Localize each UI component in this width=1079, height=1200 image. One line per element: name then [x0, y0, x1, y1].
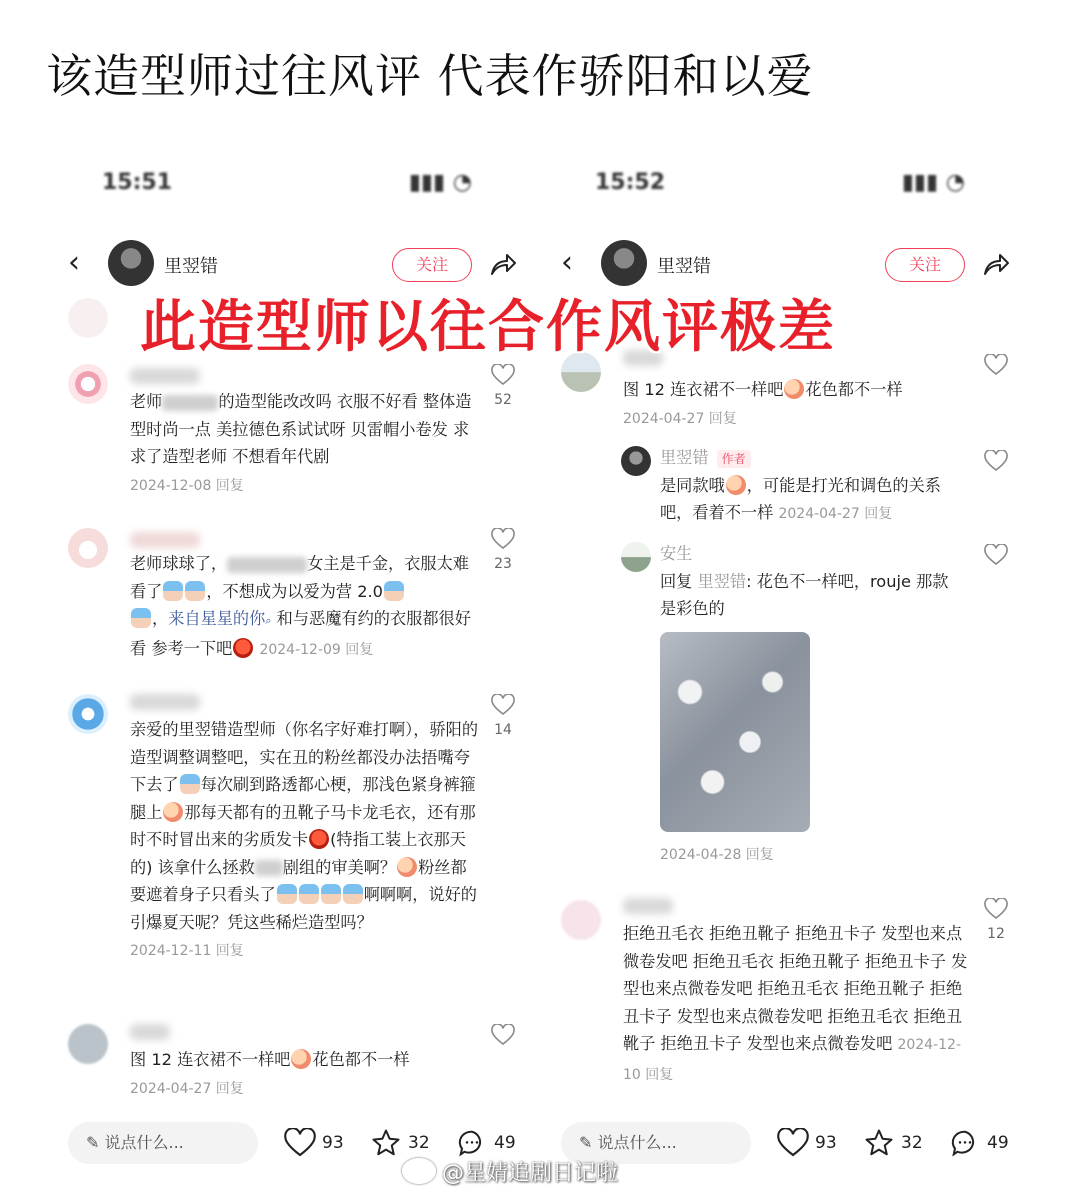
comment-meta[interactable]: 2024-12-09 回复	[259, 641, 374, 658]
comment-meta[interactable]: 2024-04-28 回复	[660, 847, 774, 863]
comment-text: 老师 的造型能改改吗 衣服不好看 整体造型时尚一点 美拉德色系试试呀 贝雷帽小卷发 求求了造型老师 不想看年代剧 2024-12-08 回复	[130, 392, 472, 494]
share-icon[interactable]	[488, 250, 518, 280]
comment-like[interactable]: 14	[485, 694, 521, 738]
favorite-button[interactable]: 32	[863, 1128, 923, 1158]
comment-meta[interactable]: 2024-12-08 回复	[130, 477, 244, 494]
avatar[interactable]	[601, 240, 647, 286]
status-bar: 15:52 ▮▮▮ ◔	[595, 170, 965, 195]
comment-text: 安生 回复 里翌错: 花色不一样吧，rouje 那款是彩色的	[660, 544, 949, 618]
comment-text: 图 12 连衣裙不一样吧 花色都不一样 2024-04-27 回复	[623, 380, 903, 427]
heart-icon	[491, 364, 515, 386]
comment-text: 拒绝丑毛衣 拒绝丑靴子 拒绝丑卡子 发型也来点微卷发吧 拒绝丑毛衣 拒绝丑靴子 拒绝丑卡子 发型也来点微卷发吧 拒绝丑毛衣 拒绝丑靴子 拒绝丑卡子 发型也来点微卷发吧 拒绝丑毛衣 拒绝丑靴子 拒绝丑卡子 发型也来点微卷发吧 2024-12-10 回复	[623, 924, 968, 1083]
avatar	[68, 694, 108, 734]
comment-button[interactable]: 49	[456, 1128, 516, 1158]
follow-button[interactable]: 关注	[885, 248, 965, 282]
comment-image[interactable]	[660, 632, 810, 832]
like-button[interactable]: 93	[284, 1128, 344, 1158]
avatar	[68, 364, 108, 404]
avatar	[68, 528, 108, 568]
comment-text: 图 12 连衣裙不一样吧 花色都不一样 2024-04-27 回复	[130, 1050, 410, 1097]
heart-icon	[984, 898, 1008, 920]
heart-icon	[284, 1128, 316, 1158]
heart-icon	[491, 1024, 515, 1046]
comment-text: 里翌错 作者 是同款哦 ，可能是打光和调色的关系吧，看着不一样 2024-04-27 回复	[660, 448, 941, 522]
comment-meta[interactable]: 2024-04-27 回复	[623, 410, 737, 427]
avatar	[621, 542, 651, 572]
comment-like[interactable]	[978, 354, 1014, 376]
comment-input[interactable]: ✎ 说点什么...	[561, 1122, 751, 1164]
comment-like[interactable]: 12	[978, 898, 1014, 942]
comment-text: 老师球球了， 女主是千金，衣服太难看了 ，不想成为以爱为营 2.0 ，来自星星的你⌕ 和与恶魔有约的衣服都很好看 参考一下吧 2024-12-09 回复	[130, 554, 471, 658]
headline: 该造型师过往风评 代表作骄阳和以爱	[46, 49, 814, 103]
favorite-button[interactable]: 32	[370, 1128, 430, 1158]
comment-meta[interactable]: 2024-04-27 回复	[778, 506, 893, 522]
heart-icon	[491, 528, 515, 550]
heart-icon	[777, 1128, 809, 1158]
avatar	[68, 1024, 108, 1064]
share-icon[interactable]	[981, 250, 1011, 280]
avatar[interactable]	[108, 240, 154, 286]
star-icon	[863, 1128, 895, 1158]
pencil-icon: ✎	[579, 1133, 593, 1152]
back-icon[interactable]: ‹	[561, 245, 573, 280]
weibo-icon	[402, 1158, 436, 1184]
avatar	[621, 446, 651, 476]
comment-meta[interactable]: 2024-12-11 回复	[130, 943, 244, 959]
heart-icon	[491, 694, 515, 716]
overlay-title: 此造型师以往合作风评极差	[140, 295, 836, 360]
comment-input[interactable]: ✎ 说点什么...	[68, 1122, 258, 1164]
comment-meta[interactable]: 2024-12-10 回复	[623, 1037, 961, 1083]
status-bar: 15:51 ▮▮▮ ◔	[102, 170, 472, 195]
heart-icon	[984, 544, 1008, 566]
search-link[interactable]: 来自星星的你	[168, 609, 266, 628]
comment-like[interactable]: 23	[485, 528, 521, 572]
author-name[interactable]: 里翌错	[164, 256, 218, 277]
watermark: @星婧追剧日记啦	[402, 1156, 618, 1187]
heart-icon	[984, 354, 1008, 376]
follow-button[interactable]: 关注	[392, 248, 472, 282]
comment-icon	[456, 1128, 488, 1158]
like-button[interactable]: 93	[777, 1128, 837, 1158]
comment-like[interactable]	[485, 1024, 521, 1046]
back-icon[interactable]: ‹	[68, 245, 80, 280]
star-icon	[370, 1128, 402, 1158]
comment-like[interactable]	[978, 544, 1014, 566]
author-badge: 作者	[717, 450, 751, 468]
comment-icon	[949, 1128, 981, 1158]
comment-button[interactable]: 49	[949, 1128, 1009, 1158]
avatar	[68, 298, 108, 338]
comment-like[interactable]	[978, 450, 1014, 472]
avatar	[561, 900, 601, 940]
comment-text: 亲爱的里翌错造型师（你名字好难打啊），骄阳的造型调整调整吧，实在丑的粉丝都没办法捂嘴夸下去了 每次刷到路透都心梗，那浅色紧身裤箍腿上 那每天都有的丑靴子马卡龙毛衣，还有那时不时冒出来的劣质发卡 (特指工装上衣那天的) 该拿什么拯救 剧组的审美啊？ 粉丝都要遮着身子只看头了 啊啊啊，说好的引爆夏天呢？凭这些稀烂造型吗？ 2024-12-11 回复	[130, 720, 479, 959]
comment-like[interactable]: 52	[485, 364, 521, 408]
author-name[interactable]: 里翌错	[657, 256, 711, 277]
pencil-icon: ✎	[86, 1133, 100, 1152]
comment-meta[interactable]: 2024-04-27 回复	[130, 1080, 244, 1097]
heart-icon	[984, 450, 1008, 472]
